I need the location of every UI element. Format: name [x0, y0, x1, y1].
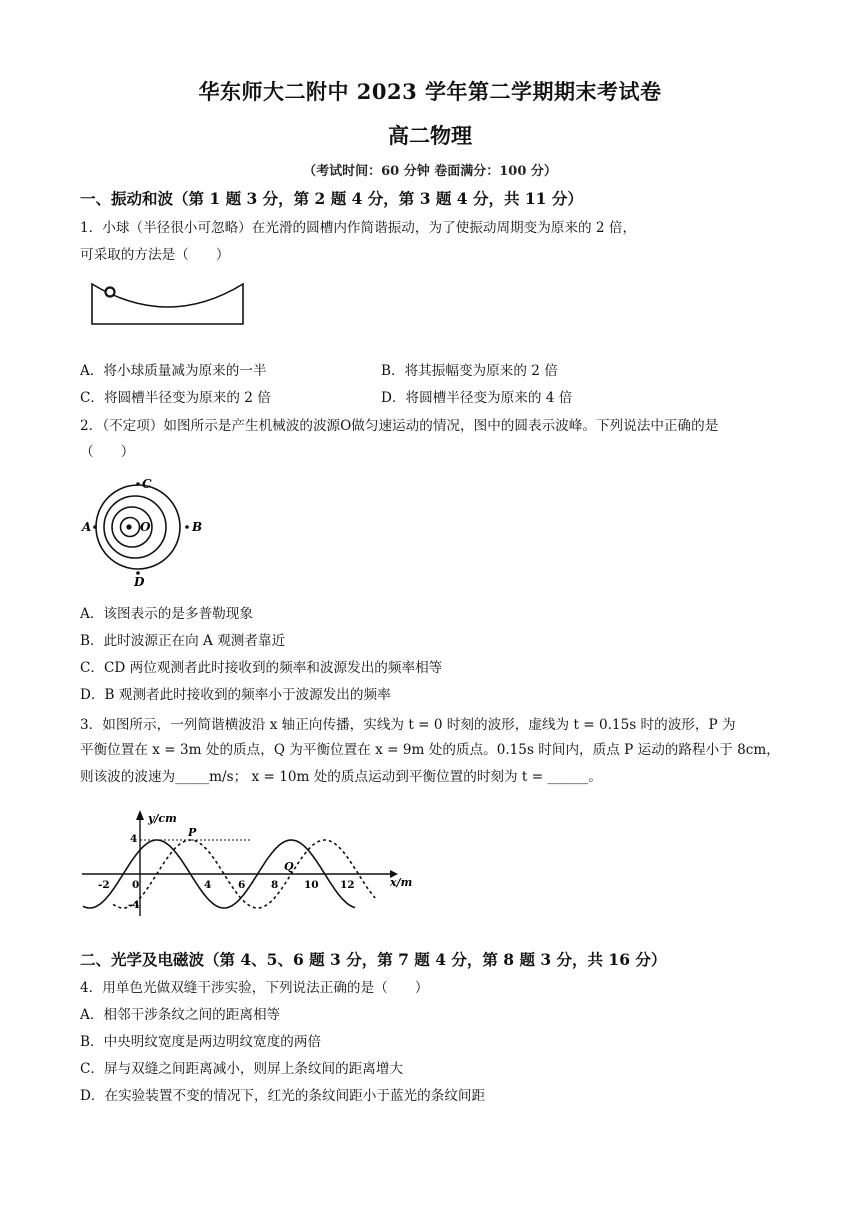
q1-stem-line2: 可采取的方法是（ ） — [80, 247, 230, 263]
label-c: C — [142, 477, 152, 491]
point-q-label: Q — [284, 860, 294, 873]
source-o-dot — [126, 524, 131, 529]
q1-stem-line1: 1．小球（半径很小可忽略）在光滑的圆槽内作简谐振动，为了使振动周期变为原来的 2 倍， — [80, 220, 637, 236]
q1-option-d[interactable]: D．将圆槽半径变为原来的 4 倍 — [381, 390, 573, 406]
x-tick-0: 0 — [132, 879, 140, 891]
x-axis-label: x/m — [390, 876, 413, 889]
y-tick-4: 4 — [130, 833, 138, 845]
y-axis-label: y/cm — [148, 812, 177, 825]
point-c-dot — [136, 482, 140, 486]
label-d: D — [134, 575, 145, 589]
q2-option-c[interactable]: C．CD 两位观测者此时接收到的频率和波源发出的频率相等 — [80, 660, 443, 676]
q2-option-b[interactable]: B．此时波源正在向 A 观测者靠近 — [80, 633, 286, 649]
label-b: B — [192, 520, 203, 534]
y-axis-arrow — [136, 810, 144, 820]
q2-option-a[interactable]: A．该图表示的是多普勒现象 — [80, 606, 253, 622]
exam-title: 华东师大二附中 2023 学年第二学期期末考试卷 — [198, 79, 662, 104]
point-a-dot — [93, 525, 97, 529]
x-tick-6: 6 — [238, 879, 246, 891]
exam-subject: 高二物理 — [388, 123, 472, 148]
q1-option-c[interactable]: C．将圆槽半径变为原来的 2 倍 — [80, 390, 271, 406]
x-tick-neg2: -2 — [98, 879, 110, 891]
ball-marker — [106, 288, 115, 297]
label-a: A — [82, 520, 92, 534]
x-tick-8: 8 — [271, 879, 279, 891]
q1-option-b[interactable]: B．将其振幅变为原来的 2 倍 — [381, 363, 558, 379]
q3-stem-line1: 3．如图所示，一列简谐横波沿 x 轴正向传播，实线为 t = 0 时刻的波形，虚线为 t = 0.15s 时的波形，P 为 — [80, 717, 736, 733]
q4-option-d[interactable]: D．在实验装置不变的情况下，红光的条纹间距小于蓝光的条纹间距 — [80, 1088, 486, 1104]
section2-heading: 二、光学及电磁波（第 4、5、6 题 3 分，第 7 题 4 分，第 8 题 3 分，共 16 分） — [80, 950, 667, 969]
q4-stem: 4．用单色光做双缝干涉实验，下列说法正确的是（ ） — [80, 980, 429, 996]
x-tick-4: 4 — [204, 879, 212, 891]
point-b-dot — [185, 525, 189, 529]
q1-option-a[interactable]: A．将小球质量减为原来的一半 — [80, 363, 267, 379]
q2-option-d[interactable]: D．B 观测者此时接收到的频率小于波源发出的频率 — [80, 687, 391, 703]
q3-wave-graph — [78, 808, 413, 920]
y-tick-neg4: -4 — [128, 899, 140, 911]
label-o: O — [140, 520, 151, 534]
q4-option-b[interactable]: B．中央明纹宽度是两边明纹宽度的两倍 — [80, 1034, 322, 1050]
q1-trough-figure — [88, 280, 248, 328]
wave-crest-middle — [104, 496, 166, 558]
q2-stem-line1: 2．（不定项）如图所示是产生机械波的波源O做匀速运动的情况，图中的圆表示波峰。下列说法中正确的是 — [80, 418, 719, 434]
q2-stem-line2: （ ） — [80, 444, 135, 460]
q4-option-c[interactable]: C．屏与双缝之间距离减小，则屏上条纹间的距离增大 — [80, 1061, 404, 1077]
x-tick-12: 12 — [340, 879, 355, 891]
section1-heading: 一、振动和波（第 1 题 3 分，第 2 题 4 分，第 3 题 4 分，共 11 分） — [80, 189, 583, 208]
q3-stem-line2: 平衡位置在 x = 3m 处的质点，Q 为平衡位置在 x = 9m 处的质点。0.15s 时间内，质点 P 运动的路程小于 8cm， — [80, 742, 780, 758]
q3-stem-line3: 则该波的波速为_____m/s； x = 10m 处的质点运动到平衡位置的时刻为 t = ______。 — [80, 769, 602, 785]
point-p-label: P — [188, 826, 197, 839]
exam-info: （考试时间：60 分钟 卷面满分：100 分） — [303, 164, 557, 179]
q4-option-a[interactable]: A．相邻干涉条纹之间的距离相等 — [80, 1007, 281, 1023]
x-tick-10: 10 — [304, 879, 319, 891]
q2-doppler-figure — [80, 472, 220, 590]
wave-crest-outer — [96, 485, 180, 569]
